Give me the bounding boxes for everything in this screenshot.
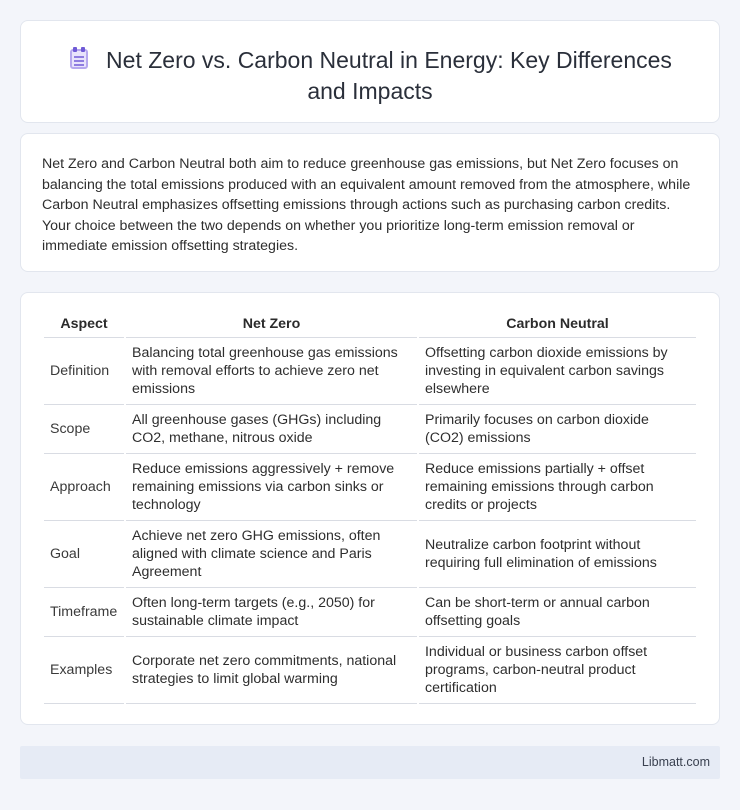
aspect-cell: Examples [44, 637, 124, 704]
carbon-neutral-cell: Individual or business carbon offset programs, carbon-neutral product certification [419, 637, 696, 704]
net-zero-cell: Often long-term targets (e.g., 2050) for sustainable climate impact [126, 588, 417, 637]
header-net-zero: Net Zero [126, 315, 417, 338]
aspect-cell: Goal [44, 521, 124, 588]
table-row [44, 338, 696, 405]
footer-bar [20, 746, 720, 779]
document-list-icon [68, 47, 90, 71]
table-row [44, 637, 696, 704]
comparison-card [20, 292, 720, 725]
page-title: Net Zero vs. Carbon Neutral in Energy: Key Differences and Impacts [106, 47, 672, 104]
footer-source-link[interactable]: Libmatt.com [641, 755, 710, 769]
title-card [20, 20, 720, 123]
header-carbon-neutral: Carbon Neutral [419, 315, 696, 338]
aspect-cell: Timeframe [44, 588, 124, 637]
aspect-cell: Definition [44, 338, 124, 405]
header-aspect: Aspect [44, 315, 124, 338]
page-title-wrap [21, 45, 719, 107]
table-row [44, 588, 696, 637]
net-zero-cell: Corporate net zero commitments, national strategies to limit global warming [126, 637, 417, 704]
carbon-neutral-cell: Reduce emissions partially + offset remaining emissions through carbon credits or projects [419, 454, 696, 521]
table-row [44, 405, 696, 454]
comparison-table [42, 315, 698, 704]
intro-paragraph: Net Zero and Carbon Neutral both aim to reduce greenhouse gas emissions, but Net Zero focuses on balancing the total emissions produced with an equivalent amount removed from the atmosphere, while Carbon Neutral emphasizes offsetting emissions through actions such as purchasing carbon credits. Your choice between the two depends on whether you prioritize long-term emission removal or immediate emission offsetting strategies. [42, 156, 691, 254]
carbon-neutral-cell: Primarily focuses on carbon dioxide (CO2) emissions [419, 405, 696, 454]
carbon-neutral-cell: Offsetting carbon dioxide emissions by investing in equivalent carbon savings elsewhere [419, 338, 696, 405]
net-zero-cell: All greenhouse gases (GHGs) including CO2, methane, nitrous oxide [126, 405, 417, 454]
carbon-neutral-cell: Neutralize carbon footprint without requiring full elimination of emissions [419, 521, 696, 588]
net-zero-cell: Reduce emissions aggressively + remove remaining emissions via carbon sinks or technology [126, 454, 417, 521]
table-header-row [44, 315, 696, 338]
table-row [44, 521, 696, 588]
table-row [44, 454, 696, 521]
carbon-neutral-cell: Can be short-term or annual carbon offsetting goals [419, 588, 696, 637]
net-zero-cell: Achieve net zero GHG emissions, often aligned with climate science and Paris Agreement [126, 521, 417, 588]
net-zero-cell: Balancing total greenhouse gas emissions with removal efforts to achieve zero net emissions [126, 338, 417, 405]
aspect-cell: Approach [44, 454, 124, 521]
intro-card [20, 133, 720, 272]
aspect-cell: Scope [44, 405, 124, 454]
